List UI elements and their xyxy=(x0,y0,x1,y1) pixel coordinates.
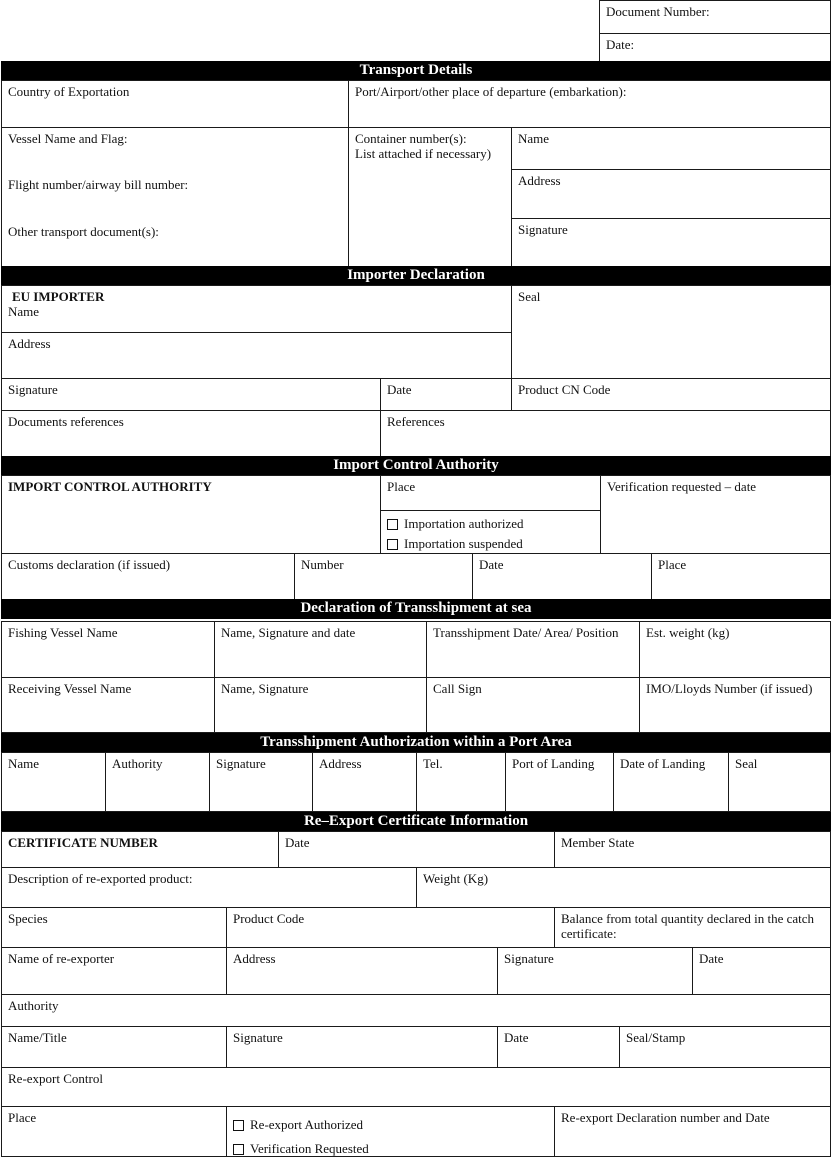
imo-lloyds-number-label: IMO/Lloyds Number (if issued) xyxy=(646,681,813,696)
authority-date-label: Date xyxy=(504,1030,529,1045)
flight-number-label: Flight number/airway bill number: xyxy=(8,177,189,192)
authority-date-field[interactable] xyxy=(497,1026,620,1068)
reexport-date-field[interactable] xyxy=(278,831,555,868)
importer-signature-label: Signature xyxy=(8,382,58,397)
reexport-authorized-label: Re-export Authorized xyxy=(250,1117,363,1132)
port-signature-label: Signature xyxy=(216,756,266,771)
reexport-control-field[interactable] xyxy=(1,1067,831,1107)
importation-authorized-option[interactable] xyxy=(387,516,594,531)
documents-references-label: Documents references xyxy=(8,414,124,429)
reexport-authority-field[interactable] xyxy=(1,994,831,1027)
transport-signature-field[interactable] xyxy=(511,218,831,267)
reexport-authorized-option[interactable] xyxy=(233,1117,548,1132)
member-state-label: Member State xyxy=(561,835,635,850)
receiving-vessel-name-field[interactable] xyxy=(1,677,215,733)
product-cn-code-field[interactable] xyxy=(511,378,831,411)
section-reexport-certificate: Re–Export Certificate Information xyxy=(1,812,831,832)
port-tel-field[interactable] xyxy=(416,752,506,812)
certificate-number-label: CERTIFICATE NUMBER xyxy=(8,835,158,850)
reexport-date-label: Date xyxy=(285,835,310,850)
receiving-vessel-name-label: Receiving Vessel Name xyxy=(8,681,132,696)
importer-date-label: Date xyxy=(387,382,412,397)
transshipment-date-area-label: Transshipment Date/ Area/ Position xyxy=(433,625,619,640)
header-date-label: Date: xyxy=(606,37,635,52)
reexport-authority-label: Authority xyxy=(8,998,59,1013)
est-weight-label: Est. weight (kg) xyxy=(646,625,730,640)
reexporter-signature-field[interactable] xyxy=(497,947,693,995)
transport-address-field[interactable] xyxy=(511,169,831,219)
importer-date-field[interactable] xyxy=(380,378,512,411)
reexporter-signature-label: Signature xyxy=(504,951,554,966)
reexport-status-group xyxy=(226,1106,555,1157)
verification-requested-checkbox[interactable] xyxy=(233,1144,244,1155)
reexporter-date-label: Date xyxy=(699,951,724,966)
fishing-vessel-name-field[interactable] xyxy=(1,621,215,678)
customs-number-field[interactable] xyxy=(294,553,473,600)
container-number-field[interactable] xyxy=(348,127,512,267)
est-weight-field[interactable] xyxy=(639,621,831,678)
date-of-landing-field[interactable] xyxy=(613,752,729,812)
port-of-landing-field[interactable] xyxy=(505,752,614,812)
transport-name-field[interactable] xyxy=(511,127,831,170)
eu-importer-name-field[interactable] xyxy=(1,285,512,333)
port-seal-field[interactable] xyxy=(728,752,831,812)
importation-suspended-label: Importation suspended xyxy=(404,536,523,551)
port-address-label: Address xyxy=(319,756,362,771)
port-authority-label: Authority xyxy=(112,756,163,771)
receiving-name-signature-field[interactable] xyxy=(214,677,427,733)
port-seal-label: Seal xyxy=(735,756,758,771)
vessel-flight-field[interactable] xyxy=(1,127,349,267)
reexport-place-label: Place xyxy=(8,1110,37,1125)
balance-quantity-label: Balance from total quantity declared in the catch certificate: xyxy=(561,911,815,941)
reexporter-address-label: Address xyxy=(233,951,276,966)
verification-requested-option[interactable] xyxy=(233,1141,548,1156)
import-control-authority-label: IMPORT CONTROL AUTHORITY xyxy=(8,479,212,494)
customs-date-field[interactable] xyxy=(472,553,652,600)
verification-requested-label: Verification requested – date xyxy=(607,479,757,494)
import-place-label: Place xyxy=(387,479,416,494)
section-importer-declaration: Importer Declaration xyxy=(1,266,831,286)
transport-signature-label: Signature xyxy=(518,222,568,237)
customs-declaration-label: Customs declaration (if issued) xyxy=(8,557,171,572)
customs-declaration-field[interactable] xyxy=(1,553,295,600)
authority-signature-label: Signature xyxy=(233,1030,283,1045)
name-title-field[interactable] xyxy=(1,1026,227,1068)
species-field[interactable] xyxy=(1,907,227,948)
name-signature-date-field[interactable] xyxy=(214,621,427,678)
fishing-vessel-name-label: Fishing Vessel Name xyxy=(8,625,118,640)
call-sign-field[interactable] xyxy=(426,677,640,733)
importation-authorized-checkbox[interactable] xyxy=(387,519,398,530)
port-authority-field[interactable] xyxy=(105,752,210,812)
importation-authorized-label: Importation authorized xyxy=(404,516,524,531)
port-of-landing-label: Port of Landing xyxy=(512,756,595,771)
section-transport-details: Transport Details xyxy=(1,61,831,81)
reexport-declaration-label: Re-export Declaration number and Date xyxy=(561,1110,770,1125)
seal-stamp-field[interactable] xyxy=(619,1026,831,1068)
importer-address-label: Address xyxy=(8,336,51,351)
reexporter-name-field[interactable] xyxy=(1,947,227,995)
product-cn-code-label: Product CN Code xyxy=(518,382,611,397)
importer-seal-label: Seal xyxy=(518,289,541,304)
section-transshipment-at-sea: Declaration of Transshipment at sea xyxy=(1,599,831,619)
reexport-authorized-checkbox[interactable] xyxy=(233,1120,244,1131)
port-address-field[interactable] xyxy=(312,752,417,812)
customs-number-label: Number xyxy=(301,557,344,572)
balance-quantity-field[interactable] xyxy=(554,907,831,948)
port-departure-field[interactable] xyxy=(348,80,831,128)
port-name-label: Name xyxy=(8,756,40,771)
importer-signature-field[interactable] xyxy=(1,378,381,411)
country-exportation-label: Country of Exportation xyxy=(8,84,130,99)
transport-name-label: Name xyxy=(518,131,550,146)
reexport-control-label: Re-export Control xyxy=(8,1071,103,1086)
reexporter-name-label: Name of re-exporter xyxy=(8,951,115,966)
transshipment-date-area-field[interactable] xyxy=(426,621,640,678)
call-sign-label: Call Sign xyxy=(433,681,482,696)
references-field[interactable] xyxy=(380,410,831,457)
reexport-place-field[interactable] xyxy=(1,1106,227,1157)
documents-references-field[interactable] xyxy=(1,410,381,457)
reexport-weight-field[interactable] xyxy=(416,867,831,908)
transport-address-label: Address xyxy=(518,173,561,188)
import-control-authority-field[interactable] xyxy=(1,475,381,554)
name-title-label: Name/Title xyxy=(8,1030,67,1045)
product-description-field[interactable] xyxy=(1,867,417,908)
document-number-label: Document Number: xyxy=(606,4,710,19)
port-tel-label: Tel. xyxy=(423,756,443,771)
vessel-flag-label: Vessel Name and Flag: xyxy=(8,131,128,146)
port-departure-label: Port/Airport/other place of departure (embarkation): xyxy=(355,84,627,99)
port-name-field[interactable] xyxy=(1,752,106,812)
header-date-field[interactable] xyxy=(599,33,831,62)
product-code-field[interactable] xyxy=(226,907,555,948)
product-description-label: Description of re-exported product: xyxy=(8,871,193,886)
verification-requested-option-label: Verification Requested xyxy=(250,1141,369,1156)
importer-name-label: Name xyxy=(8,304,40,319)
reexport-declaration-field[interactable] xyxy=(554,1106,831,1157)
customs-place-label: Place xyxy=(658,557,687,572)
container-label-2: List attached if necessary) xyxy=(355,146,492,161)
authority-signature-field[interactable] xyxy=(226,1026,498,1068)
importation-suspended-option[interactable] xyxy=(387,536,594,551)
eu-importer-label: EU IMPORTER xyxy=(12,289,105,304)
reexporter-address-field[interactable] xyxy=(226,947,498,995)
certificate-number-field[interactable] xyxy=(1,831,279,868)
reexport-weight-label: Weight (Kg) xyxy=(423,871,489,886)
country-exportation-field[interactable] xyxy=(1,80,349,128)
importer-seal-field[interactable] xyxy=(511,285,831,379)
importation-status-group xyxy=(380,510,601,554)
port-signature-field[interactable] xyxy=(209,752,313,812)
member-state-field[interactable] xyxy=(554,831,831,868)
product-code-label: Product Code xyxy=(233,911,305,926)
customs-date-label: Date xyxy=(479,557,504,572)
seal-stamp-label: Seal/Stamp xyxy=(626,1030,686,1045)
document-number-field[interactable] xyxy=(599,0,831,34)
section-transshipment-port-area: Transshipment Authorization within a Port Area xyxy=(1,733,831,753)
importer-address-field[interactable] xyxy=(1,332,512,379)
other-docs-label: Other transport document(s): xyxy=(8,224,159,239)
importation-suspended-checkbox[interactable] xyxy=(387,539,398,550)
section-import-control-authority: Import Control Authority xyxy=(1,456,831,476)
verification-requested-date-field[interactable] xyxy=(600,475,831,554)
imo-lloyds-number-field[interactable] xyxy=(639,677,831,733)
container-label-1: Container number(s): xyxy=(355,131,467,146)
date-of-landing-label: Date of Landing xyxy=(620,756,706,771)
customs-place-field[interactable] xyxy=(651,553,831,600)
receiving-name-signature-label: Name, Signature xyxy=(221,681,309,696)
species-label: Species xyxy=(8,911,48,926)
import-place-field[interactable] xyxy=(380,475,601,511)
references-label: References xyxy=(387,414,445,429)
name-signature-date-label: Name, Signature and date xyxy=(221,625,356,640)
reexporter-date-field[interactable] xyxy=(692,947,831,995)
